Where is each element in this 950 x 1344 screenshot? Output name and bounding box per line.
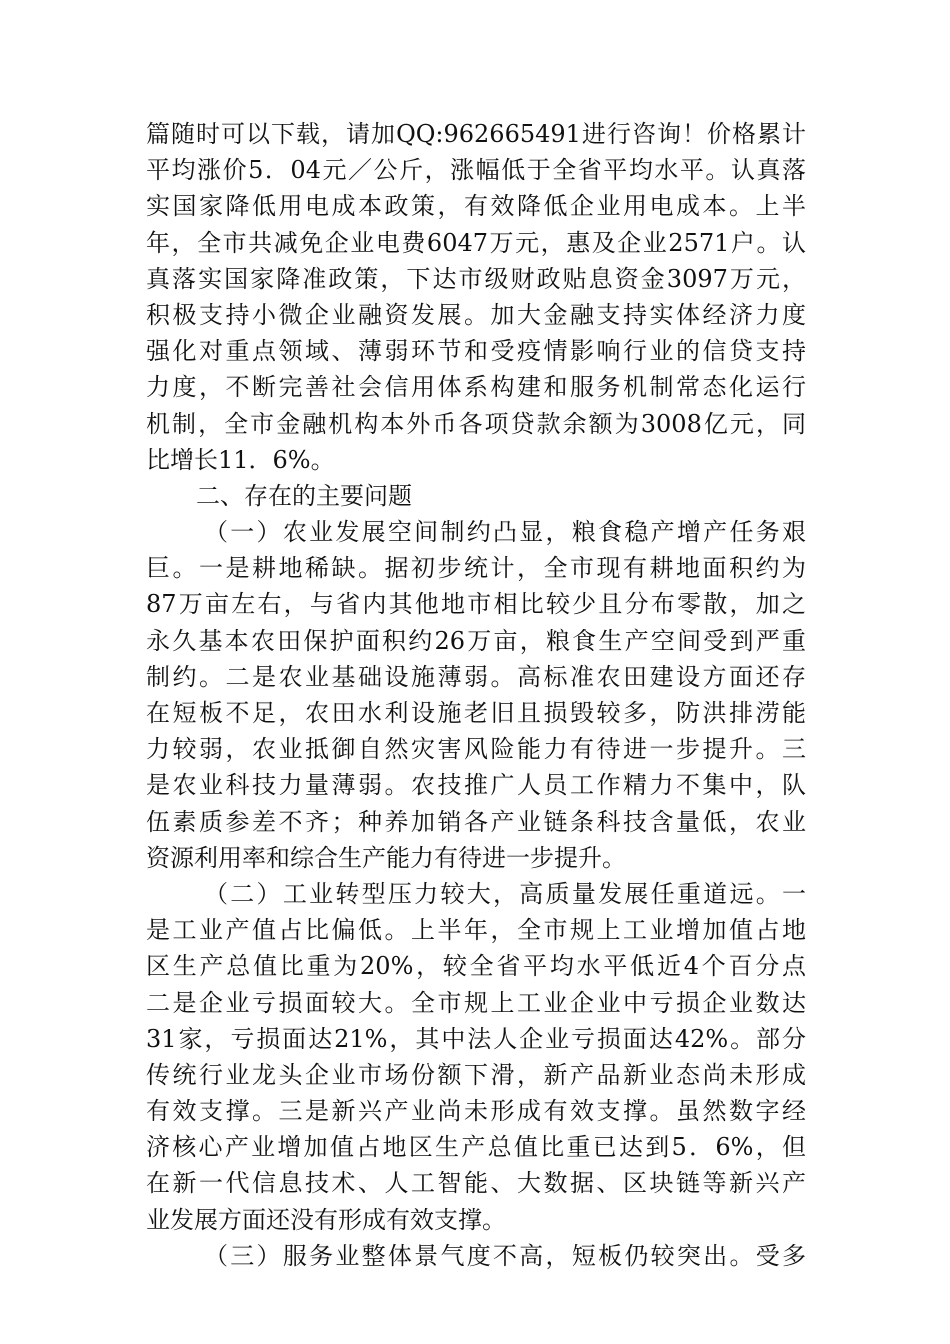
text-line: 强化对重点领域、薄弱环节和受疫情影响行业的信贷支持 bbox=[146, 337, 806, 366]
text-line: 年，全市共减免企业电费6047万元，惠及企业2571户。认 bbox=[146, 228, 806, 257]
text-line: 区生产总值比重为20%，较全省平均水平低近4个百分点 bbox=[146, 952, 806, 981]
paragraph-end-line: 比增长11．6%。 bbox=[146, 445, 335, 474]
text-line: 力较弱，农业抵御自然灾害风险能力有待进一步提升。三 bbox=[146, 735, 806, 764]
text-line: 永久基本农田保护面积约26万亩，粮食生产空间受到严重 bbox=[146, 626, 806, 655]
text-line: 在短板不足，农田水利设施老旧且损毁较多，防洪排涝能 bbox=[146, 699, 806, 727]
text-line: 真落实国家降准政策，下达市级财政贴息资金3097万元， bbox=[146, 264, 806, 293]
text-line: 在新一代信息技术、人工智能、大数据、区块链等新兴产 bbox=[146, 1169, 806, 1198]
text-line: 平均涨价5．04元／公斤，涨幅低于全省平均水平。认真落 bbox=[146, 156, 806, 185]
text-line: 机制，全市金融机构本外币各项贷款余额为3008亿元，同 bbox=[146, 409, 806, 438]
text-line: 制约。二是农业基础设施薄弱。高标准农田建设方面还存 bbox=[146, 662, 806, 691]
text-line: 积极支持小微企业融资发展。加大金融支持实体经济力度 bbox=[146, 300, 806, 329]
subsection-heading: （三）服务业整体景气度不高，短板仍较突出。受多 bbox=[204, 1241, 806, 1270]
paragraph-end-line: 资源利用率和综合生产能力有待进一步提升。 bbox=[146, 843, 626, 872]
text-line: 87万亩左右，与省内其他地市相比较少且分布零散，加之 bbox=[146, 590, 806, 619]
text-line: 有效支撑。三是新兴产业尚未形成有效支撑。虽然数字经 bbox=[146, 1097, 806, 1126]
text-line: 实国家降低用电成本政策，有效降低企业用电成本。上半 bbox=[146, 192, 806, 221]
document-body bbox=[146, 116, 806, 1274]
text-line: 巨。一是耕地稀缺。据初步统计，全市现有耕地面积约为 bbox=[146, 554, 806, 583]
text-line: 力度，不断完善社会信用体系构建和服务机制常态化运行 bbox=[146, 373, 806, 402]
subsection-heading: （二）工业转型压力较大，高质量发展任重道远。一 bbox=[204, 879, 806, 908]
subsection-heading: （一）农业发展空间制约凸显，粮食稳产增产任务艰 bbox=[204, 518, 806, 547]
text-line: 传统行业龙头企业市场份额下滑，新产品新业态尚未形成 bbox=[146, 1060, 806, 1089]
section-heading: 二、存在的主要问题 bbox=[196, 481, 412, 510]
text-line: 篇随时可以下载，请加QQ:962665491进行咨询！价格累计 bbox=[146, 120, 806, 148]
text-line: 济核心产业增加值占地区生产总值比重已达到5．6%，但 bbox=[146, 1133, 806, 1162]
text-line: 伍素质参差不齐；种养加销各产业链条科技含量低，农业 bbox=[146, 807, 806, 836]
text-line: 是农业科技力量薄弱。农技推广人员工作精力不集中，队 bbox=[146, 771, 806, 800]
text-line: 31家，亏损面达21%，其中法人企业亏损面达42%。部分 bbox=[146, 1024, 806, 1053]
paragraph-end-line: 业发展方面还没有形成有效支撑。 bbox=[146, 1205, 506, 1234]
text-line: 是工业产值占比偏低。上半年，全市规上工业增加值占地 bbox=[146, 916, 806, 945]
text-line: 二是企业亏损面较大。全市规上工业企业中亏损企业数达 bbox=[146, 988, 806, 1017]
